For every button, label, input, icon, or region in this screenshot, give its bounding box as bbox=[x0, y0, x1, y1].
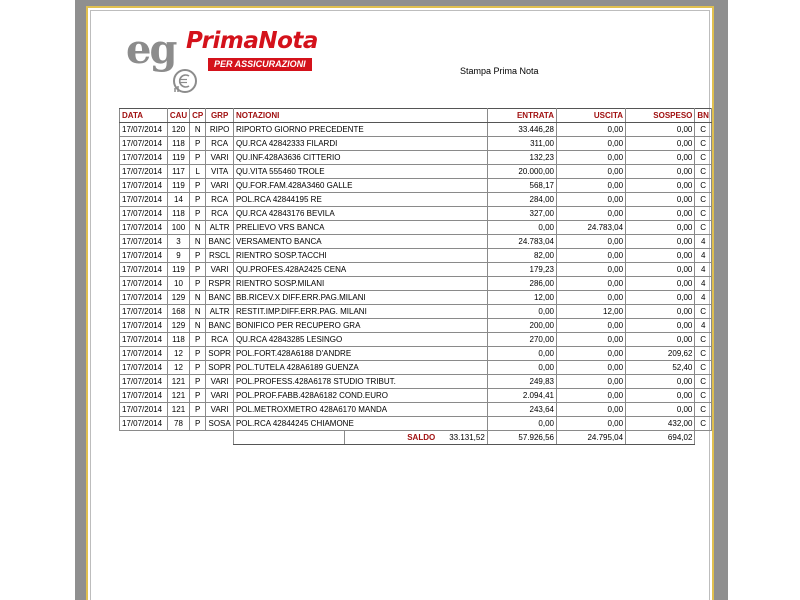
cell-sospeso: 0,00 bbox=[626, 375, 695, 389]
cell-cp: P bbox=[190, 193, 206, 207]
cell-uscita: 0,00 bbox=[556, 375, 625, 389]
cell-cp: P bbox=[190, 277, 206, 291]
saldo-entrata: 57.926,56 bbox=[487, 431, 556, 445]
cell-notazioni: QU.PROFES.428A2425 CENA bbox=[233, 263, 487, 277]
cell-notazioni: QU.VITA 555460 TROLE bbox=[233, 165, 487, 179]
cell-entrata: 20.000,00 bbox=[487, 165, 556, 179]
cell-sospeso: 0,00 bbox=[626, 291, 695, 305]
cell-sospeso: 0,00 bbox=[626, 165, 695, 179]
cell-entrata: 284,00 bbox=[487, 193, 556, 207]
cell-bn: C bbox=[695, 207, 712, 221]
col-header-bn: BN bbox=[695, 109, 712, 123]
cell-cp: N bbox=[190, 319, 206, 333]
cell-notazioni: QU.RCA 42843176 BEVILA bbox=[233, 207, 487, 221]
eg-primanota-logo bbox=[126, 22, 326, 102]
cell-entrata: 0,00 bbox=[487, 305, 556, 319]
cell-notazioni: POL.FORT.428A6188 D'ANDRE bbox=[233, 347, 487, 361]
table-row bbox=[120, 361, 712, 375]
cell-sospeso: 0,00 bbox=[626, 221, 695, 235]
cell-grp: ALTR bbox=[206, 305, 234, 319]
cell-cp: N bbox=[190, 235, 206, 249]
table-body bbox=[120, 123, 712, 431]
cell-sospeso: 0,00 bbox=[626, 235, 695, 249]
cell-data: 17/07/2014 bbox=[120, 137, 168, 151]
table-row bbox=[120, 347, 712, 361]
cell-uscita: 0,00 bbox=[556, 417, 625, 431]
cell-data: 17/07/2014 bbox=[120, 347, 168, 361]
cell-cau: 118 bbox=[167, 137, 189, 151]
table-row bbox=[120, 123, 712, 137]
cell-bn: C bbox=[695, 123, 712, 137]
cell-uscita: 0,00 bbox=[556, 277, 625, 291]
cell-bn: C bbox=[695, 417, 712, 431]
cell-sospeso: 209,62 bbox=[626, 347, 695, 361]
cell-notazioni: POL.RCA 42844245 CHIAMONE bbox=[233, 417, 487, 431]
cell-entrata: 24.783,04 bbox=[487, 235, 556, 249]
cell-bn: C bbox=[695, 305, 712, 319]
cell-cau: 119 bbox=[167, 263, 189, 277]
cell-bn: 4 bbox=[695, 291, 712, 305]
saldo-sospeso: 694,02 bbox=[626, 431, 695, 445]
table-row bbox=[120, 277, 712, 291]
cell-cau: 121 bbox=[167, 389, 189, 403]
table-row bbox=[120, 165, 712, 179]
cell-notazioni: PRELIEVO VRS BANCA bbox=[233, 221, 487, 235]
cell-grp: BANC bbox=[206, 291, 234, 305]
col-header-grp: GRP bbox=[206, 109, 234, 123]
cell-bn: C bbox=[695, 333, 712, 347]
cell-grp: RCA bbox=[206, 193, 234, 207]
cell-entrata: 568,17 bbox=[487, 179, 556, 193]
cell-grp: RSCL bbox=[206, 249, 234, 263]
cell-entrata: 200,00 bbox=[487, 319, 556, 333]
cell-cp: N bbox=[190, 291, 206, 305]
cell-grp: RIPO bbox=[206, 123, 234, 137]
cell-data: 17/07/2014 bbox=[120, 417, 168, 431]
cell-bn: C bbox=[695, 375, 712, 389]
prima-nota-table bbox=[119, 108, 712, 445]
cell-uscita: 0,00 bbox=[556, 137, 625, 151]
cell-sospeso: 0,00 bbox=[626, 263, 695, 277]
cell-cp: P bbox=[190, 361, 206, 375]
cell-grp: VARI bbox=[206, 151, 234, 165]
cell-uscita: 0,00 bbox=[556, 235, 625, 249]
cell-sospeso: 0,00 bbox=[626, 333, 695, 347]
cell-cau: 9 bbox=[167, 249, 189, 263]
cell-notazioni: QU.RCA 42842333 FILARDI bbox=[233, 137, 487, 151]
cell-uscita: 24.783,04 bbox=[556, 221, 625, 235]
table-row bbox=[120, 137, 712, 151]
cell-uscita: 0,00 bbox=[556, 123, 625, 137]
table-row bbox=[120, 291, 712, 305]
logo-eg-text: eg bbox=[126, 26, 176, 73]
cell-cau: 12 bbox=[167, 347, 189, 361]
cell-uscita: 0,00 bbox=[556, 403, 625, 417]
col-header-notazioni: NOTAZIONI bbox=[233, 109, 487, 123]
cell-bn: 4 bbox=[695, 319, 712, 333]
saldo-spacer bbox=[695, 431, 712, 445]
cell-notazioni: QU.RCA 42843285 LESINGO bbox=[233, 333, 487, 347]
cell-notazioni: POL.PROF.FABB.428A6182 COND.EURO bbox=[233, 389, 487, 403]
cell-entrata: 0,00 bbox=[487, 361, 556, 375]
col-header-entrata: ENTRATA bbox=[487, 109, 556, 123]
cell-bn: C bbox=[695, 389, 712, 403]
col-header-uscita: USCITA bbox=[556, 109, 625, 123]
cell-bn: C bbox=[695, 165, 712, 179]
cell-cau: 168 bbox=[167, 305, 189, 319]
cell-entrata: 243,64 bbox=[487, 403, 556, 417]
cell-sospeso: 0,00 bbox=[626, 389, 695, 403]
cell-grp: RCA bbox=[206, 333, 234, 347]
cell-cau: 78 bbox=[167, 417, 189, 431]
cell-notazioni: RIPORTO GIORNO PRECEDENTE bbox=[233, 123, 487, 137]
cell-entrata: 179,23 bbox=[487, 263, 556, 277]
cell-cp: P bbox=[190, 137, 206, 151]
table-row bbox=[120, 417, 712, 431]
cell-sospeso: 0,00 bbox=[626, 249, 695, 263]
cell-entrata: 82,00 bbox=[487, 249, 556, 263]
col-header-sospeso: SOSPESO bbox=[626, 109, 695, 123]
cell-bn: C bbox=[695, 193, 712, 207]
cell-sospeso: 0,00 bbox=[626, 123, 695, 137]
cell-sospeso: 0,00 bbox=[626, 277, 695, 291]
cell-cau: 100 bbox=[167, 221, 189, 235]
cell-grp: VARI bbox=[206, 179, 234, 193]
cell-cp: L bbox=[190, 165, 206, 179]
cell-sospeso: 0,00 bbox=[626, 403, 695, 417]
cell-data: 17/07/2014 bbox=[120, 277, 168, 291]
cell-notazioni: QU.INF.428A3636 CITTERIO bbox=[233, 151, 487, 165]
cell-grp: VARI bbox=[206, 375, 234, 389]
cell-sospeso: 0,00 bbox=[626, 319, 695, 333]
saldo-total: 33.131,52 bbox=[449, 433, 485, 442]
cell-data: 17/07/2014 bbox=[120, 263, 168, 277]
cell-notazioni: POL.TUTELA 428A6189 GUENZA bbox=[233, 361, 487, 375]
cell-grp: SOPR bbox=[206, 361, 234, 375]
cell-data: 17/07/2014 bbox=[120, 207, 168, 221]
euro-coin-icon bbox=[172, 68, 198, 94]
cell-cp: P bbox=[190, 207, 206, 221]
cell-sospeso: 0,00 bbox=[626, 151, 695, 165]
cell-data: 17/07/2014 bbox=[120, 333, 168, 347]
cell-data: 17/07/2014 bbox=[120, 389, 168, 403]
cell-cp: P bbox=[190, 389, 206, 403]
saldo-uscita: 24.795,04 bbox=[556, 431, 625, 445]
cell-cau: 120 bbox=[167, 123, 189, 137]
cell-bn: 4 bbox=[695, 249, 712, 263]
cell-sospeso: 0,00 bbox=[626, 207, 695, 221]
table-row bbox=[120, 221, 712, 235]
cell-cp: N bbox=[190, 305, 206, 319]
cell-cau: 129 bbox=[167, 319, 189, 333]
cell-bn: 4 bbox=[695, 235, 712, 249]
cell-data: 17/07/2014 bbox=[120, 319, 168, 333]
cell-uscita: 0,00 bbox=[556, 263, 625, 277]
cell-uscita: 0,00 bbox=[556, 151, 625, 165]
cell-entrata: 311,00 bbox=[487, 137, 556, 151]
saldo-label: SALDO bbox=[407, 433, 436, 442]
cell-entrata: 249,83 bbox=[487, 375, 556, 389]
cell-cau: 14 bbox=[167, 193, 189, 207]
cell-grp: VARI bbox=[206, 263, 234, 277]
cell-cau: 119 bbox=[167, 179, 189, 193]
cell-data: 17/07/2014 bbox=[120, 361, 168, 375]
cell-cp: P bbox=[190, 375, 206, 389]
col-header-cp: CP bbox=[190, 109, 206, 123]
cell-bn: 4 bbox=[695, 277, 712, 291]
cell-entrata: 33.446,28 bbox=[487, 123, 556, 137]
cell-cp: P bbox=[190, 249, 206, 263]
cell-bn: C bbox=[695, 403, 712, 417]
table-row bbox=[120, 333, 712, 347]
cell-data: 17/07/2014 bbox=[120, 403, 168, 417]
cell-uscita: 0,00 bbox=[556, 319, 625, 333]
cell-sospeso: 0,00 bbox=[626, 137, 695, 151]
col-header-cau: CAU bbox=[167, 109, 189, 123]
cell-uscita: 0,00 bbox=[556, 333, 625, 347]
cell-bn: C bbox=[695, 137, 712, 151]
table-row bbox=[120, 179, 712, 193]
cell-entrata: 12,00 bbox=[487, 291, 556, 305]
table-row bbox=[120, 305, 712, 319]
cell-uscita: 0,00 bbox=[556, 361, 625, 375]
saldo-spacer bbox=[167, 431, 189, 445]
table-row bbox=[120, 207, 712, 221]
cell-data: 17/07/2014 bbox=[120, 179, 168, 193]
cell-grp: VARI bbox=[206, 389, 234, 403]
cell-grp: BANC bbox=[206, 319, 234, 333]
cell-cau: 12 bbox=[167, 361, 189, 375]
cell-notazioni: BB.RICEV.X DIFF.ERR.PAG.MILANI bbox=[233, 291, 487, 305]
cell-grp: ALTR bbox=[206, 221, 234, 235]
saldo-spacer bbox=[120, 431, 168, 445]
cell-bn: C bbox=[695, 179, 712, 193]
cell-cau: 121 bbox=[167, 403, 189, 417]
cell-cau: 129 bbox=[167, 291, 189, 305]
cell-entrata: 286,00 bbox=[487, 277, 556, 291]
cell-grp: RCA bbox=[206, 207, 234, 221]
report-page bbox=[86, 6, 714, 600]
cell-uscita: 0,00 bbox=[556, 193, 625, 207]
saldo-label-cell bbox=[233, 431, 487, 445]
cell-cau: 121 bbox=[167, 375, 189, 389]
cell-cp: P bbox=[190, 151, 206, 165]
cell-entrata: 327,00 bbox=[487, 207, 556, 221]
cell-grp: RCA bbox=[206, 137, 234, 151]
cell-cau: 118 bbox=[167, 333, 189, 347]
cell-data: 17/07/2014 bbox=[120, 123, 168, 137]
table-row bbox=[120, 249, 712, 263]
cell-bn: 4 bbox=[695, 263, 712, 277]
table-row bbox=[120, 319, 712, 333]
cell-entrata: 0,00 bbox=[487, 221, 556, 235]
cell-notazioni: RIENTRO SOSP.TACCHI bbox=[233, 249, 487, 263]
cell-data: 17/07/2014 bbox=[120, 291, 168, 305]
cell-notazioni: RESTIT.IMP.DIFF.ERR.PAG. MILANI bbox=[233, 305, 487, 319]
logo-banner: PER ASSICURAZIONI bbox=[208, 58, 312, 71]
cell-notazioni: RIENTRO SOSP.MILANI bbox=[233, 277, 487, 291]
cell-notazioni: QU.FOR.FAM.428A3460 GALLE bbox=[233, 179, 487, 193]
cell-grp: SOSA bbox=[206, 417, 234, 431]
saldo-row bbox=[120, 431, 712, 445]
cell-cp: P bbox=[190, 333, 206, 347]
cell-cau: 10 bbox=[167, 277, 189, 291]
cell-entrata: 0,00 bbox=[487, 417, 556, 431]
cell-notazioni: POL.METROXMETRO 428A6170 MANDA bbox=[233, 403, 487, 417]
cell-bn: C bbox=[695, 361, 712, 375]
cell-uscita: 0,00 bbox=[556, 165, 625, 179]
cell-bn: C bbox=[695, 221, 712, 235]
cell-data: 17/07/2014 bbox=[120, 221, 168, 235]
table-row bbox=[120, 263, 712, 277]
cell-cp: P bbox=[190, 179, 206, 193]
cell-cau: 117 bbox=[167, 165, 189, 179]
cell-notazioni: POL.RCA 42844195 RE bbox=[233, 193, 487, 207]
cell-cp: P bbox=[190, 417, 206, 431]
cell-entrata: 0,00 bbox=[487, 347, 556, 361]
cell-uscita: 0,00 bbox=[556, 347, 625, 361]
table-row bbox=[120, 375, 712, 389]
cell-cau: 119 bbox=[167, 151, 189, 165]
cell-cp: P bbox=[190, 263, 206, 277]
cell-cp: P bbox=[190, 403, 206, 417]
table-header-row bbox=[120, 109, 712, 123]
cell-grp: RSPR bbox=[206, 277, 234, 291]
cell-uscita: 0,00 bbox=[556, 249, 625, 263]
cell-data: 17/07/2014 bbox=[120, 165, 168, 179]
cell-grp: SOPR bbox=[206, 347, 234, 361]
cell-notazioni: POL.PROFESS.428A6178 STUDIO TRIBUT. bbox=[233, 375, 487, 389]
cell-uscita: 0,00 bbox=[556, 389, 625, 403]
cell-cp: N bbox=[190, 221, 206, 235]
cell-sospeso: 0,00 bbox=[626, 179, 695, 193]
table-row bbox=[120, 403, 712, 417]
cell-data: 17/07/2014 bbox=[120, 151, 168, 165]
table-row bbox=[120, 193, 712, 207]
cell-cp: N bbox=[190, 123, 206, 137]
cell-grp: BANC bbox=[206, 235, 234, 249]
cell-data: 17/07/2014 bbox=[120, 193, 168, 207]
cell-sospeso: 0,00 bbox=[626, 305, 695, 319]
cell-uscita: 0,00 bbox=[556, 179, 625, 193]
cell-cau: 3 bbox=[167, 235, 189, 249]
report-title: Stampa Prima Nota bbox=[460, 66, 539, 76]
cell-grp: VARI bbox=[206, 403, 234, 417]
cell-bn: C bbox=[695, 347, 712, 361]
cell-bn: C bbox=[695, 151, 712, 165]
cell-sospeso: 0,00 bbox=[626, 193, 695, 207]
cell-notazioni: VERSAMENTO BANCA bbox=[233, 235, 487, 249]
cell-data: 17/07/2014 bbox=[120, 249, 168, 263]
table-row bbox=[120, 235, 712, 249]
cell-data: 17/07/2014 bbox=[120, 305, 168, 319]
col-header-data: DATA bbox=[120, 109, 168, 123]
cell-data: 17/07/2014 bbox=[120, 235, 168, 249]
saldo-spacer bbox=[190, 431, 206, 445]
cell-cau: 118 bbox=[167, 207, 189, 221]
table-row bbox=[120, 389, 712, 403]
cell-uscita: 12,00 bbox=[556, 305, 625, 319]
saldo-spacer bbox=[206, 431, 234, 445]
cell-notazioni: BONIFICO PER RECUPERO GRA bbox=[233, 319, 487, 333]
cell-entrata: 132,23 bbox=[487, 151, 556, 165]
cell-grp: VITA bbox=[206, 165, 234, 179]
cell-data: 17/07/2014 bbox=[120, 375, 168, 389]
cell-cp: P bbox=[190, 347, 206, 361]
cell-entrata: 2.094,41 bbox=[487, 389, 556, 403]
cell-sospeso: 432,00 bbox=[626, 417, 695, 431]
logo-primanota-text: PrimaNota bbox=[186, 28, 318, 54]
cell-entrata: 270,00 bbox=[487, 333, 556, 347]
cell-uscita: 0,00 bbox=[556, 291, 625, 305]
table-row bbox=[120, 151, 712, 165]
cell-uscita: 0,00 bbox=[556, 207, 625, 221]
cell-sospeso: 52,40 bbox=[626, 361, 695, 375]
